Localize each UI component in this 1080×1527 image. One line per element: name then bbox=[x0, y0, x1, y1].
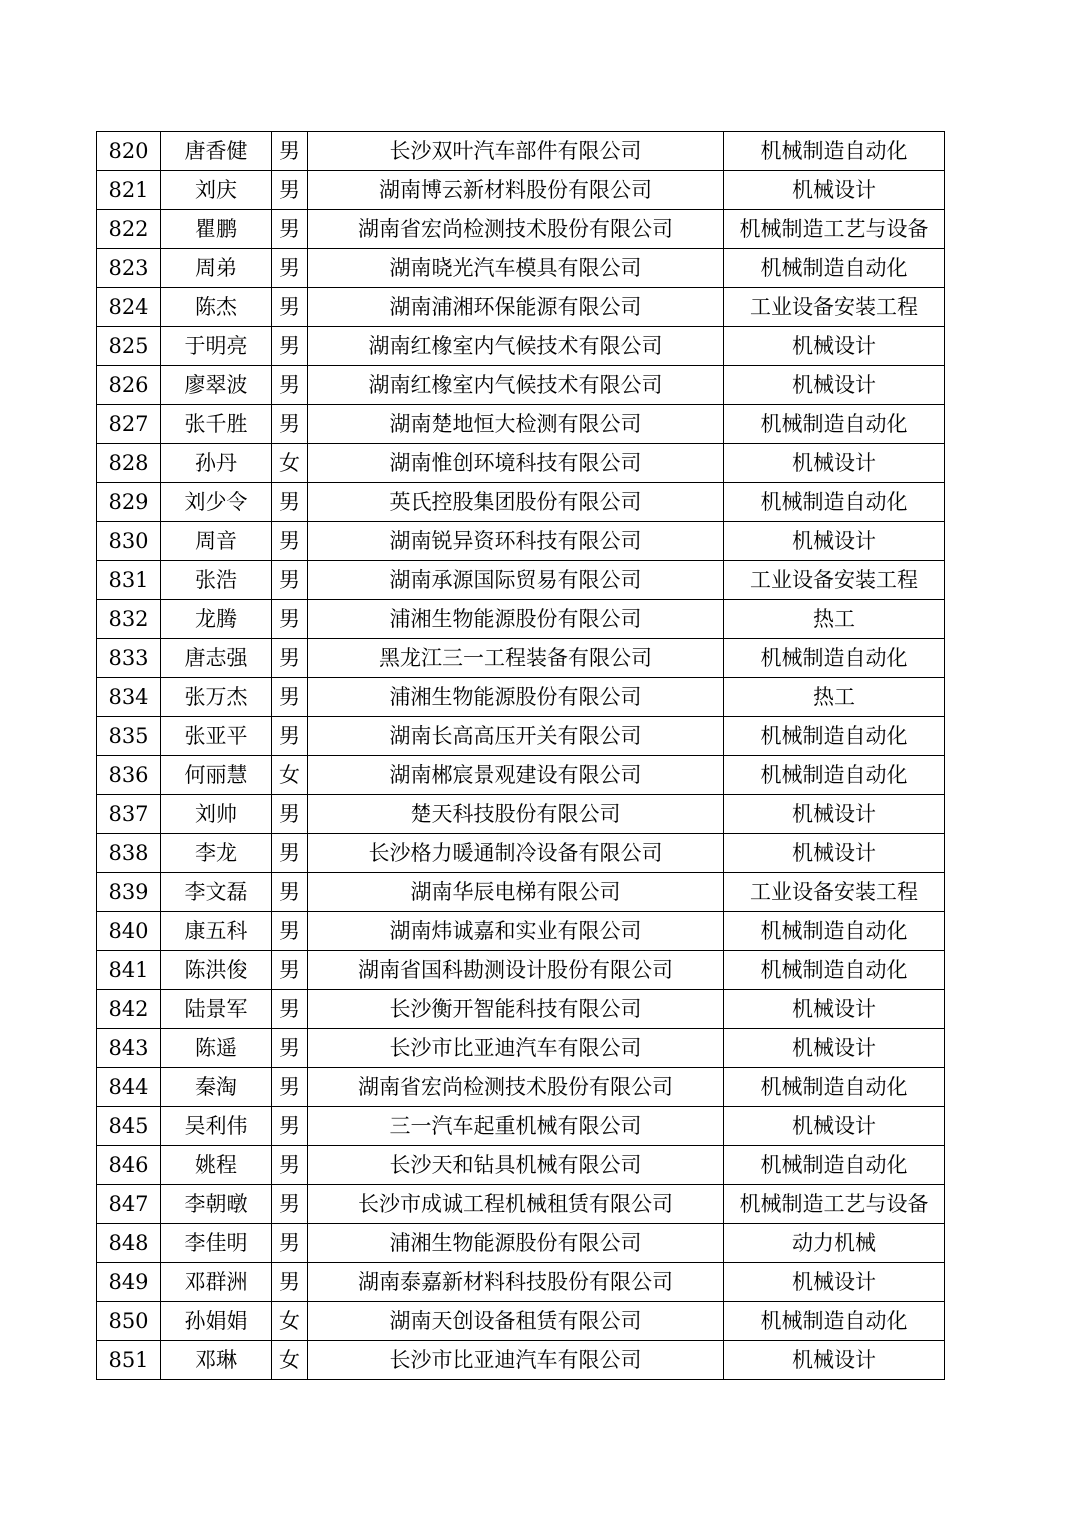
company-name-cell: 长沙格力暖通制冷设备有限公司 bbox=[308, 834, 724, 873]
person-name-cell: 陈杰 bbox=[161, 288, 272, 327]
gender-cell: 男 bbox=[272, 912, 308, 951]
row-number-cell: 831 bbox=[97, 561, 161, 600]
person-name-cell: 康五科 bbox=[161, 912, 272, 951]
row-number-cell: 839 bbox=[97, 873, 161, 912]
row-number-cell: 848 bbox=[97, 1224, 161, 1263]
table-row bbox=[97, 444, 945, 483]
gender-cell: 女 bbox=[272, 1341, 308, 1380]
company-name-cell: 浦湘生物能源股份有限公司 bbox=[308, 1224, 724, 1263]
person-name-cell: 唐香健 bbox=[161, 132, 272, 171]
table-row bbox=[97, 600, 945, 639]
table-row bbox=[97, 1302, 945, 1341]
row-number-cell: 822 bbox=[97, 210, 161, 249]
gender-cell: 男 bbox=[272, 678, 308, 717]
row-number-cell: 830 bbox=[97, 522, 161, 561]
gender-cell: 男 bbox=[272, 171, 308, 210]
specialty-cell: 机械设计 bbox=[724, 990, 945, 1029]
table-row bbox=[97, 1341, 945, 1380]
gender-cell: 男 bbox=[272, 366, 308, 405]
gender-cell: 男 bbox=[272, 1185, 308, 1224]
specialty-cell: 机械设计 bbox=[724, 522, 945, 561]
company-name-cell: 湖南省宏尚检测技术股份有限公司 bbox=[308, 210, 724, 249]
table-row bbox=[97, 171, 945, 210]
gender-cell: 男 bbox=[272, 1029, 308, 1068]
specialty-cell: 工业设备安装工程 bbox=[724, 561, 945, 600]
person-name-cell: 何丽慧 bbox=[161, 756, 272, 795]
gender-cell: 男 bbox=[272, 210, 308, 249]
person-name-cell: 张浩 bbox=[161, 561, 272, 600]
company-name-cell: 湖南炜诚嘉和实业有限公司 bbox=[308, 912, 724, 951]
roster-table bbox=[96, 131, 945, 1380]
table-row bbox=[97, 639, 945, 678]
row-number-cell: 847 bbox=[97, 1185, 161, 1224]
gender-cell: 男 bbox=[272, 1107, 308, 1146]
person-name-cell: 孙丹 bbox=[161, 444, 272, 483]
specialty-cell: 热工 bbox=[724, 600, 945, 639]
company-name-cell: 长沙双叶汽车部件有限公司 bbox=[308, 132, 724, 171]
table-row bbox=[97, 990, 945, 1029]
person-name-cell: 于明亮 bbox=[161, 327, 272, 366]
company-name-cell: 湖南长高高压开关有限公司 bbox=[308, 717, 724, 756]
gender-cell: 女 bbox=[272, 444, 308, 483]
specialty-cell: 机械设计 bbox=[724, 444, 945, 483]
table-row bbox=[97, 1185, 945, 1224]
row-number-cell: 835 bbox=[97, 717, 161, 756]
gender-cell: 男 bbox=[272, 1068, 308, 1107]
company-name-cell: 三一汽车起重机械有限公司 bbox=[308, 1107, 724, 1146]
table-row bbox=[97, 327, 945, 366]
company-name-cell: 浦湘生物能源股份有限公司 bbox=[308, 678, 724, 717]
row-number-cell: 841 bbox=[97, 951, 161, 990]
gender-cell: 男 bbox=[272, 1263, 308, 1302]
specialty-cell: 机械制造自动化 bbox=[724, 249, 945, 288]
company-name-cell: 湖南锐异资环科技有限公司 bbox=[308, 522, 724, 561]
roster-table-body bbox=[97, 132, 945, 1380]
gender-cell: 男 bbox=[272, 249, 308, 288]
specialty-cell: 机械设计 bbox=[724, 1341, 945, 1380]
person-name-cell: 李文磊 bbox=[161, 873, 272, 912]
row-number-cell: 820 bbox=[97, 132, 161, 171]
row-number-cell: 838 bbox=[97, 834, 161, 873]
table-row bbox=[97, 366, 945, 405]
specialty-cell: 机械设计 bbox=[724, 171, 945, 210]
table-row bbox=[97, 288, 945, 327]
gender-cell: 男 bbox=[272, 951, 308, 990]
person-name-cell: 周弟 bbox=[161, 249, 272, 288]
row-number-cell: 824 bbox=[97, 288, 161, 327]
gender-cell: 男 bbox=[272, 132, 308, 171]
row-number-cell: 823 bbox=[97, 249, 161, 288]
row-number-cell: 842 bbox=[97, 990, 161, 1029]
row-number-cell: 840 bbox=[97, 912, 161, 951]
gender-cell: 男 bbox=[272, 639, 308, 678]
row-number-cell: 827 bbox=[97, 405, 161, 444]
table-row bbox=[97, 1068, 945, 1107]
person-name-cell: 张亚平 bbox=[161, 717, 272, 756]
gender-cell: 男 bbox=[272, 990, 308, 1029]
gender-cell: 男 bbox=[272, 522, 308, 561]
person-name-cell: 李朝暾 bbox=[161, 1185, 272, 1224]
company-name-cell: 英氏控股集团股份有限公司 bbox=[308, 483, 724, 522]
row-number-cell: 843 bbox=[97, 1029, 161, 1068]
person-name-cell: 周音 bbox=[161, 522, 272, 561]
person-name-cell: 张千胜 bbox=[161, 405, 272, 444]
person-name-cell: 瞿鹏 bbox=[161, 210, 272, 249]
specialty-cell: 工业设备安装工程 bbox=[724, 873, 945, 912]
table-row bbox=[97, 1107, 945, 1146]
company-name-cell: 湖南楚地恒大检测有限公司 bbox=[308, 405, 724, 444]
specialty-cell: 机械制造自动化 bbox=[724, 951, 945, 990]
company-name-cell: 湖南惟创环境科技有限公司 bbox=[308, 444, 724, 483]
person-name-cell: 李龙 bbox=[161, 834, 272, 873]
company-name-cell: 黑龙江三一工程装备有限公司 bbox=[308, 639, 724, 678]
company-name-cell: 长沙天和钻具机械有限公司 bbox=[308, 1146, 724, 1185]
row-number-cell: 846 bbox=[97, 1146, 161, 1185]
gender-cell: 男 bbox=[272, 288, 308, 327]
company-name-cell: 湖南省宏尚检测技术股份有限公司 bbox=[308, 1068, 724, 1107]
company-name-cell: 长沙市比亚迪汽车有限公司 bbox=[308, 1029, 724, 1068]
person-name-cell: 邓琳 bbox=[161, 1341, 272, 1380]
gender-cell: 男 bbox=[272, 834, 308, 873]
table-row bbox=[97, 834, 945, 873]
person-name-cell: 吴利伟 bbox=[161, 1107, 272, 1146]
person-name-cell: 姚程 bbox=[161, 1146, 272, 1185]
table-row bbox=[97, 483, 945, 522]
company-name-cell: 湖南天创设备租赁有限公司 bbox=[308, 1302, 724, 1341]
row-number-cell: 850 bbox=[97, 1302, 161, 1341]
person-name-cell: 陆景军 bbox=[161, 990, 272, 1029]
person-name-cell: 陈遥 bbox=[161, 1029, 272, 1068]
specialty-cell: 机械制造自动化 bbox=[724, 756, 945, 795]
table-row bbox=[97, 249, 945, 288]
table-row bbox=[97, 210, 945, 249]
specialty-cell: 机械设计 bbox=[724, 327, 945, 366]
specialty-cell: 机械设计 bbox=[724, 1029, 945, 1068]
specialty-cell: 机械设计 bbox=[724, 1107, 945, 1146]
company-name-cell: 湖南省国科勘测设计股份有限公司 bbox=[308, 951, 724, 990]
gender-cell: 男 bbox=[272, 717, 308, 756]
gender-cell: 女 bbox=[272, 1302, 308, 1341]
table-row bbox=[97, 951, 945, 990]
company-name-cell: 浦湘生物能源股份有限公司 bbox=[308, 600, 724, 639]
table-row bbox=[97, 1224, 945, 1263]
gender-cell: 男 bbox=[272, 1224, 308, 1263]
specialty-cell: 机械制造自动化 bbox=[724, 483, 945, 522]
table-row bbox=[97, 756, 945, 795]
gender-cell: 男 bbox=[272, 483, 308, 522]
row-number-cell: 849 bbox=[97, 1263, 161, 1302]
specialty-cell: 机械设计 bbox=[724, 366, 945, 405]
row-number-cell: 851 bbox=[97, 1341, 161, 1380]
specialty-cell: 机械设计 bbox=[724, 795, 945, 834]
company-name-cell: 湖南博云新材料股份有限公司 bbox=[308, 171, 724, 210]
row-number-cell: 828 bbox=[97, 444, 161, 483]
table-row bbox=[97, 795, 945, 834]
specialty-cell: 机械制造自动化 bbox=[724, 1068, 945, 1107]
table-row bbox=[97, 561, 945, 600]
person-name-cell: 刘帅 bbox=[161, 795, 272, 834]
person-name-cell: 龙腾 bbox=[161, 600, 272, 639]
row-number-cell: 833 bbox=[97, 639, 161, 678]
row-number-cell: 829 bbox=[97, 483, 161, 522]
row-number-cell: 826 bbox=[97, 366, 161, 405]
company-name-cell: 楚天科技股份有限公司 bbox=[308, 795, 724, 834]
specialty-cell: 机械制造自动化 bbox=[724, 405, 945, 444]
row-number-cell: 836 bbox=[97, 756, 161, 795]
person-name-cell: 唐志强 bbox=[161, 639, 272, 678]
table-row bbox=[97, 405, 945, 444]
table-row bbox=[97, 522, 945, 561]
specialty-cell: 机械设计 bbox=[724, 834, 945, 873]
row-number-cell: 834 bbox=[97, 678, 161, 717]
gender-cell: 男 bbox=[272, 600, 308, 639]
person-name-cell: 张万杰 bbox=[161, 678, 272, 717]
company-name-cell: 长沙市比亚迪汽车有限公司 bbox=[308, 1341, 724, 1380]
row-number-cell: 821 bbox=[97, 171, 161, 210]
row-number-cell: 837 bbox=[97, 795, 161, 834]
person-name-cell: 秦淘 bbox=[161, 1068, 272, 1107]
table-row bbox=[97, 132, 945, 171]
company-name-cell: 湖南郴宸景观建设有限公司 bbox=[308, 756, 724, 795]
gender-cell: 男 bbox=[272, 873, 308, 912]
table-row bbox=[97, 717, 945, 756]
table-row bbox=[97, 1263, 945, 1302]
gender-cell: 男 bbox=[272, 327, 308, 366]
specialty-cell: 机械制造工艺与设备 bbox=[724, 1185, 945, 1224]
gender-cell: 男 bbox=[272, 1146, 308, 1185]
specialty-cell: 机械制造自动化 bbox=[724, 912, 945, 951]
table-row bbox=[97, 678, 945, 717]
person-name-cell: 刘庆 bbox=[161, 171, 272, 210]
person-name-cell: 廖翠波 bbox=[161, 366, 272, 405]
person-name-cell: 孙娟娟 bbox=[161, 1302, 272, 1341]
table-row bbox=[97, 1146, 945, 1185]
gender-cell: 男 bbox=[272, 405, 308, 444]
table-row bbox=[97, 873, 945, 912]
company-name-cell: 长沙衡开智能科技有限公司 bbox=[308, 990, 724, 1029]
person-name-cell: 邓群洲 bbox=[161, 1263, 272, 1302]
person-name-cell: 李佳明 bbox=[161, 1224, 272, 1263]
company-name-cell: 湖南华辰电梯有限公司 bbox=[308, 873, 724, 912]
company-name-cell: 湖南晓光汽车模具有限公司 bbox=[308, 249, 724, 288]
gender-cell: 男 bbox=[272, 561, 308, 600]
specialty-cell: 机械制造自动化 bbox=[724, 717, 945, 756]
person-name-cell: 陈洪俊 bbox=[161, 951, 272, 990]
row-number-cell: 832 bbox=[97, 600, 161, 639]
person-name-cell: 刘少令 bbox=[161, 483, 272, 522]
company-name-cell: 湖南浦湘环保能源有限公司 bbox=[308, 288, 724, 327]
table-row bbox=[97, 1029, 945, 1068]
company-name-cell: 湖南泰嘉新材料科技股份有限公司 bbox=[308, 1263, 724, 1302]
specialty-cell: 机械制造自动化 bbox=[724, 639, 945, 678]
row-number-cell: 825 bbox=[97, 327, 161, 366]
gender-cell: 男 bbox=[272, 795, 308, 834]
specialty-cell: 动力机械 bbox=[724, 1224, 945, 1263]
table-row bbox=[97, 912, 945, 951]
company-name-cell: 湖南红橡室内气候技术有限公司 bbox=[308, 366, 724, 405]
specialty-cell: 工业设备安装工程 bbox=[724, 288, 945, 327]
row-number-cell: 844 bbox=[97, 1068, 161, 1107]
company-name-cell: 长沙市成诚工程机械租赁有限公司 bbox=[308, 1185, 724, 1224]
specialty-cell: 机械制造自动化 bbox=[724, 132, 945, 171]
specialty-cell: 机械设计 bbox=[724, 1263, 945, 1302]
specialty-cell: 机械制造自动化 bbox=[724, 1302, 945, 1341]
specialty-cell: 机械制造自动化 bbox=[724, 1146, 945, 1185]
specialty-cell: 热工 bbox=[724, 678, 945, 717]
row-number-cell: 845 bbox=[97, 1107, 161, 1146]
company-name-cell: 湖南承源国际贸易有限公司 bbox=[308, 561, 724, 600]
gender-cell: 女 bbox=[272, 756, 308, 795]
specialty-cell: 机械制造工艺与设备 bbox=[724, 210, 945, 249]
company-name-cell: 湖南红橡室内气候技术有限公司 bbox=[308, 327, 724, 366]
